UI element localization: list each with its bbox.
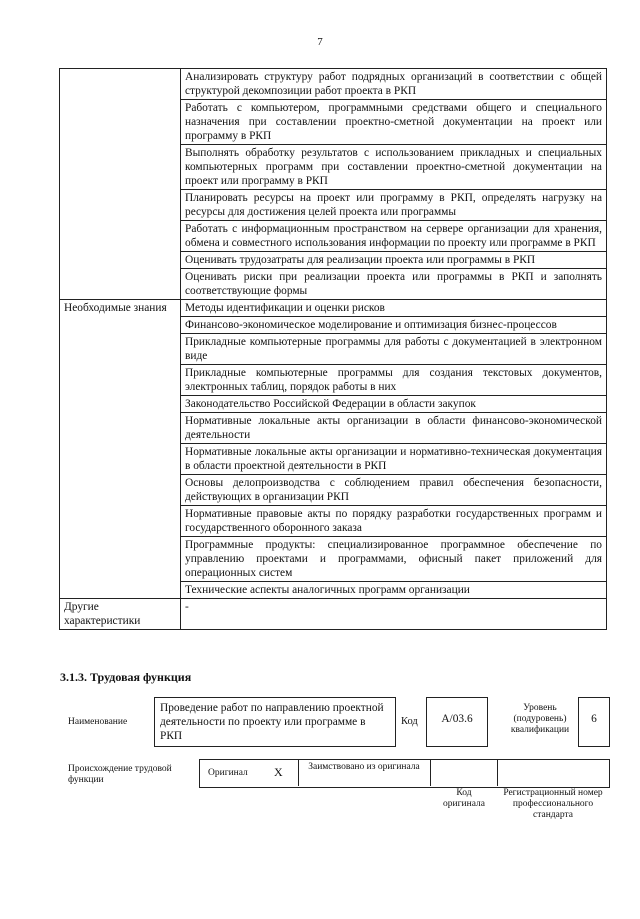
requirements-table <box>59 68 607 630</box>
origin-label: Происхождение трудовой функции <box>68 764 172 785</box>
other-value-cell: - <box>181 599 607 630</box>
level-value: 6 <box>591 713 597 725</box>
table-cell: Работать с компьютером, программными средствами общего и специального назначения при составлении проектно-сметной документации на проект или программу в РКП <box>181 100 607 145</box>
table-row <box>60 599 607 630</box>
table-cell: Планировать ресурсы на проект или программу в РКП, определять нагрузку на ресурсы для достижения целей проекта или программы <box>181 190 607 221</box>
code-label: Код <box>401 716 418 727</box>
skills-label-cell <box>60 69 181 300</box>
table-cell: Оценивать риски при реализации проекта или программы в РКП и заполнять соответствующие формы <box>181 269 607 300</box>
table-cell: Технические аспекты аналогичных программ организации <box>181 582 607 599</box>
reg-number-label: Регистрационный номер профессионального стандарта <box>503 788 603 820</box>
table-cell: Оценивать трудозатраты для реализации проекта или программы в РКП <box>181 252 607 269</box>
name-value: Проведение работ по направлению проектной деятельности по проекту или программе в РКП <box>160 702 384 742</box>
table-cell: Прикладные компьютерные программы для работы с документацией в электронном виде <box>181 334 607 365</box>
table-cell: Работать с информационным пространством на сервере организации для хранения, обмена и совместного использования информации по проекту или программе в РКП <box>181 221 607 252</box>
table-cell: Программные продукты: специализированное программное обеспечение по управлению проектами и программами, офисный пакет приложений для операционных систем <box>181 537 607 582</box>
origin-divider-1 <box>298 759 299 786</box>
borrowed-label: Заимствовано из оригинала <box>308 762 420 772</box>
table-cell: Финансово-экономическое моделирование и оптимизация бизнес-процессов <box>181 317 607 334</box>
section-title: 3.1.3. Трудовая функция <box>60 670 192 684</box>
name-value-box <box>154 697 396 747</box>
table-cell: Нормативные локальные акты организации в области финансово-экономической деятельности <box>181 413 607 444</box>
level-box <box>578 697 610 747</box>
page-number: 7 <box>317 36 323 48</box>
original-label: Оригинал <box>208 768 248 778</box>
table-cell: Законодательство Российской Федерации в области закупок <box>181 396 607 413</box>
table-row <box>60 69 607 100</box>
table-cell: Основы делопроизводства с соблюдением правил обеспечения безопасности, действующих в организации РКП <box>181 475 607 506</box>
table-cell: Методы идентификации и оценки рисков <box>181 300 607 317</box>
knowledge-label-cell: Необходимые знания <box>60 300 181 599</box>
code-value: А/03.6 <box>441 713 473 725</box>
origin-divider-3 <box>497 759 498 786</box>
original-mark: Х <box>274 765 283 779</box>
level-label: Уровень (подуровень) квалификации <box>510 703 570 735</box>
table-row <box>60 300 607 317</box>
table-cell: Нормативные правовые акты по порядку разработки государственных программ и государственного оборонного заказа <box>181 506 607 537</box>
name-label: Наименование <box>68 717 128 727</box>
code-box <box>426 697 488 747</box>
table-cell: Нормативные локальные акты организации и нормативно-техническая документация в области проектной деятельности в РКП <box>181 444 607 475</box>
other-label-cell: Другие характеристики <box>60 599 181 630</box>
table-cell: Прикладные компьютерные программы для создания текстовых документов, электронных таблиц, порядок работы в них <box>181 365 607 396</box>
origin-divider-2 <box>430 759 431 786</box>
code-original-label: Код оригинала <box>443 788 485 809</box>
table-cell: Анализировать структуру работ подрядных организаций в соответствии с общей структурой декомпозиции работ проекта в РКП <box>181 69 607 100</box>
table-cell: Выполнять обработку результатов с использованием прикладных и специальных компьютерных программ при составлении проектно-сметной документации на проект или программу в РКП <box>181 145 607 190</box>
